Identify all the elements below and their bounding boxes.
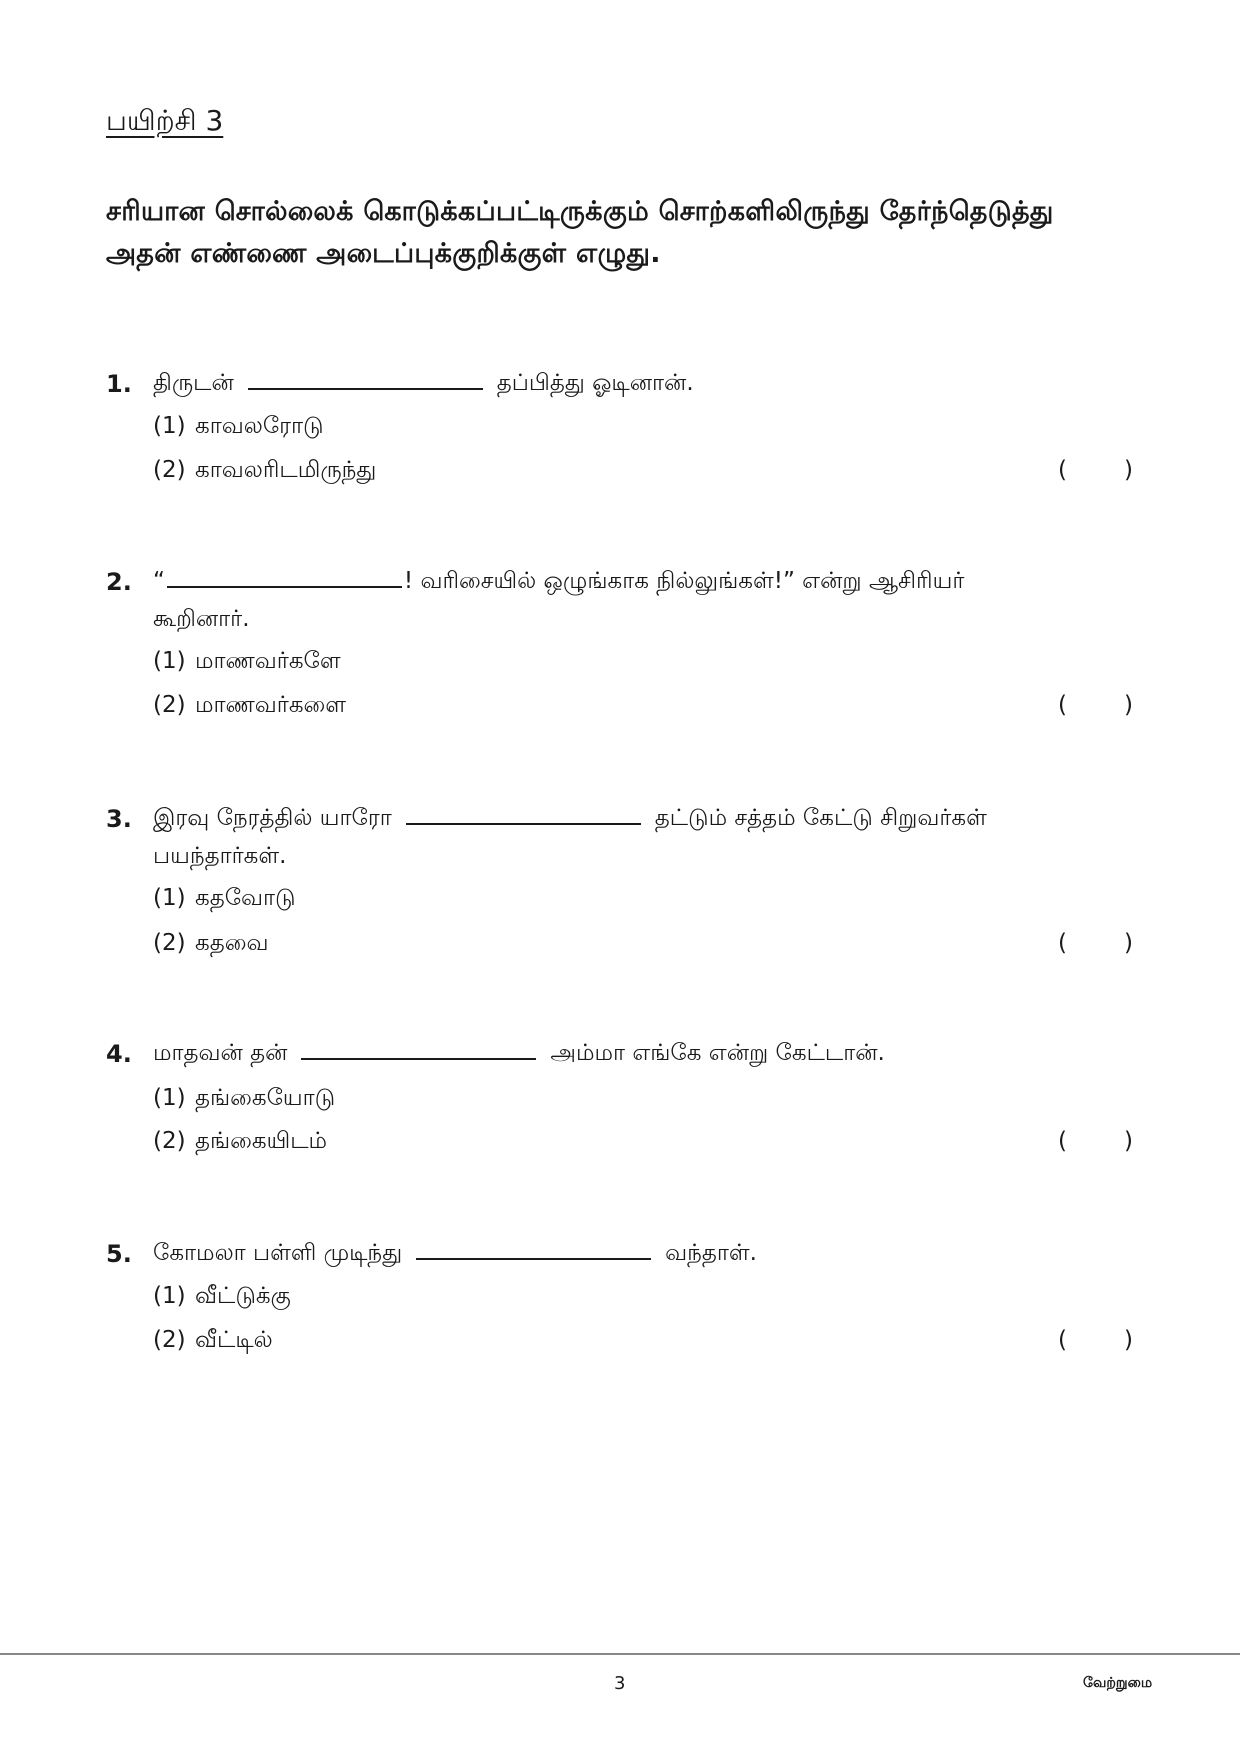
option-label: (1) [153, 1085, 186, 1111]
option-label: (2) [153, 457, 186, 483]
option-1 [153, 1283, 291, 1312]
paren-close: ) [1124, 930, 1133, 956]
footer-divider [0, 1653, 1240, 1655]
question-text-before: மாதவன் தன் [153, 1040, 288, 1066]
option-text: தங்கையோடு [195, 1085, 336, 1111]
question-text-before: திருடன் [153, 370, 234, 396]
option-label: (2) [153, 1327, 186, 1353]
answer-blank[interactable] [248, 387, 483, 390]
paren-close: ) [1124, 692, 1133, 718]
option-2 [153, 1128, 327, 1157]
answer-blank[interactable] [167, 585, 402, 588]
option-label: (2) [153, 1128, 186, 1154]
option-text: வீட்டில் [195, 1327, 273, 1353]
option-text: வீட்டுக்கு [195, 1283, 291, 1309]
paren-open: ( [1058, 930, 1067, 956]
option-label: (1) [153, 1283, 186, 1309]
option-label: (2) [153, 930, 186, 956]
answer-box[interactable] [1058, 457, 1133, 483]
option-2 [153, 457, 376, 486]
answer-box[interactable] [1058, 930, 1133, 956]
answer-box[interactable] [1058, 1327, 1133, 1353]
option-2 [153, 692, 346, 721]
option-text: தங்கையிடம் [195, 1128, 328, 1154]
question-number: 3. [106, 805, 132, 833]
option-text: கதவை [195, 930, 269, 956]
question-number: 4. [106, 1040, 132, 1068]
paren-close: ) [1124, 1327, 1133, 1353]
question-text-line-2: கூறினார். [153, 606, 250, 632]
option-text: காவலரோடு [195, 413, 324, 439]
paren-close: ) [1124, 457, 1133, 483]
option-1 [153, 1085, 335, 1114]
question-text-before: இரவு நேரத்தில் யாரோ [153, 805, 392, 831]
option-2 [153, 930, 268, 959]
answer-blank[interactable] [416, 1257, 651, 1260]
question-text-before: “ [153, 568, 165, 594]
paren-open: ( [1058, 1327, 1067, 1353]
footer-chapter-title: வேற்றுமை [1083, 1675, 1153, 1691]
option-text: கதவோடு [195, 885, 296, 911]
option-text: மாணவர்களே [195, 648, 341, 674]
question-number: 5. [106, 1240, 132, 1268]
question-text-after: தப்பித்து ஓடினான். [496, 370, 694, 396]
question-text-before: கோமலா பள்ளி முடிந்து [153, 1240, 403, 1266]
question-text-after: வந்தாள். [665, 1240, 757, 1266]
option-1 [153, 885, 296, 914]
question-text-after: தட்டும் சத்தம் கேட்டு சிறுவர்கள் [654, 805, 987, 831]
question-number: 1. [106, 370, 132, 398]
answer-blank[interactable] [406, 822, 641, 825]
paren-close: ) [1124, 1128, 1133, 1154]
answer-blank[interactable] [301, 1057, 536, 1060]
answer-box[interactable] [1058, 692, 1133, 718]
instruction-line-1: சரியான சொல்லைக் கொடுக்கப்பட்டிருக்கும் சொற்களிலிருந்து தேர்ந்தெடுத்து [106, 196, 1054, 227]
question-text-after: அம்மா எங்கே என்று கேட்டான். [550, 1040, 885, 1066]
option-1 [153, 413, 324, 442]
option-2 [153, 1327, 273, 1356]
option-1 [153, 648, 341, 677]
question-text-after: ! வரிசையில் ஒழுங்காக நில்லுங்கள்!” என்று ஆசிரியர் [403, 568, 965, 594]
option-label: (1) [153, 648, 186, 674]
option-text: மாணவர்களை [195, 692, 347, 718]
question-number: 2. [106, 568, 132, 596]
answer-box[interactable] [1058, 1128, 1133, 1154]
option-label: (2) [153, 692, 186, 718]
option-label: (1) [153, 885, 186, 911]
question-text-line-2: பயந்தார்கள். [153, 843, 287, 869]
instruction-line-2: அதன் எண்ணை அடைப்புக்குறிக்குள் எழுது. [106, 238, 661, 269]
page-number: 3 [614, 1673, 626, 1694]
paren-open: ( [1058, 692, 1067, 718]
option-label: (1) [153, 413, 186, 439]
paren-open: ( [1058, 457, 1067, 483]
paren-open: ( [1058, 1128, 1067, 1154]
option-text: காவலரிடமிருந்து [195, 457, 377, 483]
page-title: பயிற்சி 3 [106, 104, 224, 137]
